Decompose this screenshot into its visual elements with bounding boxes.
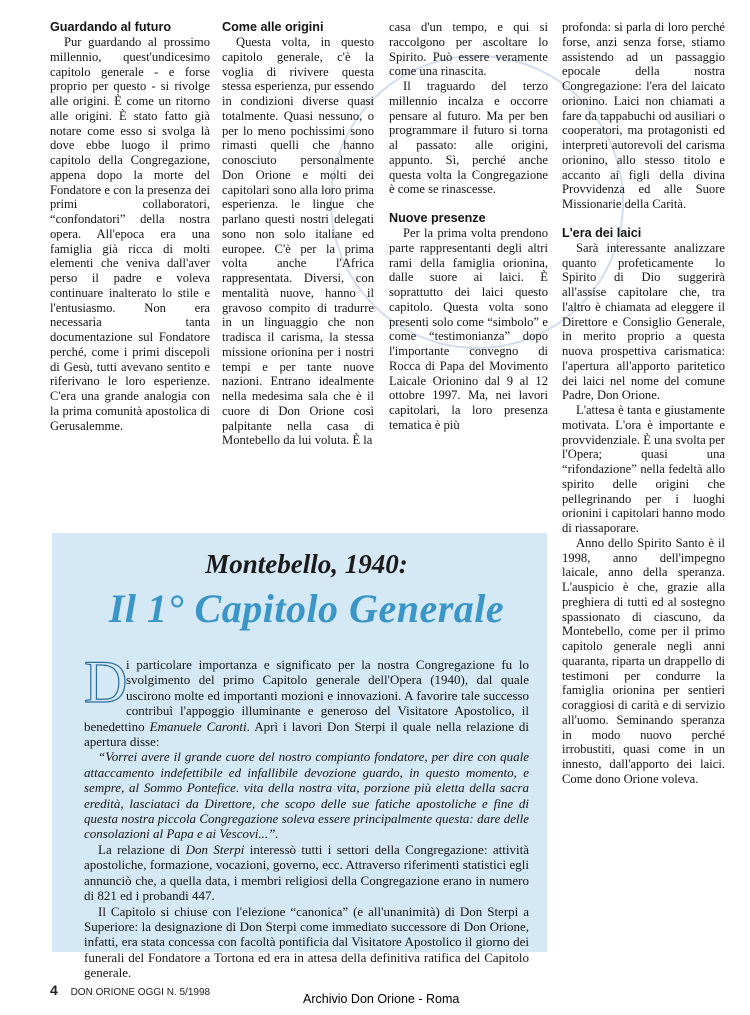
person-name: Emanuele Caronti bbox=[149, 718, 247, 734]
drop-cap: D bbox=[84, 649, 128, 715]
person-name: Don Sterpi bbox=[185, 841, 245, 857]
box-paragraph: Il Capitolo si chiuse con l'elezione “canonica” (e all'unanimità) di Don Sterpi a Superiore: la designazione di Don Sterpi come immediato successore di Don Orione, infatti, era stata concessa con facoltà pontificia dal Visitatore Apostolico il giorno dei funerali del Fondatore a Tortona ed era in attesa della definitiva ratifica del Capitolo generale. bbox=[84, 903, 529, 981]
body-paragraph: Sarà interessante analizzare quanto profeticamente lo Spirito di Dio suggerirà all'assise capitolare che, tra l'altro è chiamata ad eleggere il Direttore e Consiglio Generale, in merito proprio a questa nuova prospettiva carismatica: l'apertura all'apporto paritetico dei laici nel nome del comune Padre, Don Orione. bbox=[562, 240, 725, 403]
body-paragraph: L'attesa è tanta e giustamente motivata. L'ora è importante e provvidenziale. È una svolta per l'Opera; quasi una “rifondazione” nella fedeltà allo spirito delle origini che pellegrinando per i luoghi orionini i capitolari hanno modo di riassaporare. bbox=[562, 403, 725, 535]
section-heading: L'era dei laici bbox=[562, 225, 642, 240]
box-title: Il 1° Capitolo Generale bbox=[108, 586, 505, 631]
box-paragraph: D i particolare importanza e significato per la nostra Congregazione fu lo svolgimento del primo Capitolo generale dell'Opera (1940), dal quale uscirono molte ed importanti mozioni e innovazioni. A favorire tale successo contribuì l'appoggio illuminante e generoso del Visitatore Apostolico, il benedettino Emanuele Caronti. Aprì i lavori Don Sterpi il quale nella relazione di apertura disse: bbox=[84, 649, 529, 750]
box-quote: “Vorrei avere il grande cuore del nostro compianto fondatore, per dire con quale attaccamento indefettibile ed infallibile devozione guardo, in questo momento, e sempre, al Sommo Pontefice. vita della nostra vita, porzione più eletta della sacra eredità, lasciataci da Direttore, che scopo delle sue fatiche apostoliche e fine di questa nostra piccola Congregazione soleva essere principalmente questa: dare delle consolazioni al Papa e ai Vescovi...”. bbox=[84, 749, 529, 842]
box-body bbox=[84, 649, 529, 981]
section-heading: Come alle origini bbox=[222, 20, 324, 34]
column-2 bbox=[222, 20, 374, 448]
section-heading: Nuove presenze bbox=[389, 211, 486, 225]
body-paragraph: Il traguardo del terzo millennio incalza e occorre pensare al futuro. Ma per ben programmare il futuro si torna al passato: alle origini, appunto. Sì, perché anche questa volta la Congregazione è come se rinascesse. bbox=[389, 79, 548, 197]
column-4 bbox=[562, 20, 725, 975]
archive-credit: Archivio Don Orione - Roma bbox=[303, 992, 460, 1006]
box-kicker: Montebello, 1940: bbox=[205, 549, 408, 579]
box-paragraph: La relazione di Don Sterpi interessò tutti i settori della Congregazione: attività apostoliche, formazione, vocazioni, governo, ecc. Attraverso riferimenti statistici egli annunciò che, a quella data, i membri religiosi della Congregazione erano in numero di 821 ed i probandi 447. bbox=[84, 841, 529, 904]
body-paragraph: profonda: si parla di loro perché forse, anzi senza forse, stiamo assistendo ad un passaggio epocale della nostra Congregazione: l'era del laicato orionino. Laici non chiamati a fare da tappabuchi od ausiliari o cooperatori, ma protagonisti ed interpreti autorevoli del carisma orionino, allo stesso titolo e accanto ai figli della divina Provvidenza ed alle Suore Missionarie della Carità. bbox=[562, 20, 725, 211]
page-number: 4 bbox=[50, 982, 58, 998]
body-paragraph: Questa volta, in questo capitolo generale, c'è la voglia di rivivere questa stessa esperienza, pur essendo in condizioni diverse quasi totalmente. Quasi nessuno, o per lo meno pochissimi sono rimasti quelli che hanno conosciuto personalmente Don Orione e molti dei capitolari sono alla loro prima esperienza. le lingue che parlano questi nostri delegati sono non solo italiane ed europee. C'è per la prima volta anche l'Africa rappresentata. Diversi, con mentalità nuove, hanno il gravoso compito di tradurre in un linguaggio che non tradisca il carisma, la stessa missione orionina per i nostri tempi e per tante nuove nazioni. Entrano idealmente nella medesima sala che è il cuore di Don Orione così palpitante nella casa di Montebello da lui voluta. È la bbox=[222, 35, 374, 448]
column-1 bbox=[50, 20, 210, 433]
publication-name: DON ORIONE OGGI N. 5/1998 bbox=[70, 987, 211, 998]
page-footer bbox=[50, 982, 210, 998]
sidebar-box bbox=[52, 533, 547, 981]
body-paragraph: Pur guardando al prossimo millennio, quest'undicesimo capitolo generale - e forse proprio per questo - si rivolge alle origini. È come un ritorno alle origini. È stato fatto già notare come esso si svolga là dove ebbe luogo il primo capitolo della Congregazione, appena dopo la morte del Fondatore e con la presenza dei primi collaboratori, “confondatori” della nostra opera. All'epoca era una famiglia già ricca di molti elementi che veniva dall'aver perso il padre e voleva continuare inalterato lo stile e l'entusiasmo. Non era necessaria tanta documentazione sul Fondatore perché, come i primi discepoli di Gesù, tutti avevano sentito e riferivano le loro esperienze. C'era una grande analogia con la prima comunità apostolica di Gerusalemme. bbox=[50, 35, 210, 433]
column-3 bbox=[389, 20, 548, 433]
body-paragraph: casa d'un tempo, e qui si raccolgono per ascoltare lo Spirito. Può essere veramente come una rinascita. bbox=[389, 20, 548, 79]
body-paragraph: Per la prima volta prendono parte rappresentanti degli altri rami della famiglia orionina, dalle suore ai laici. È soprattutto dei laici questo capitolo. Questa volta sono presenti solo come “simbolo” e come “testimonianza” dopo l'importante convegno di Rocca di Papa del Movimento Laicale Orionino dal 9 al 12 ottobre 1997. Ma, nei lavori capitolari, la loro presenza tematica è più bbox=[389, 226, 548, 432]
body-paragraph: Anno dello Spirito Santo è il 1998, anno dell'impegno laicale, anno della speranza. L'auspicio è che, grazie alla preghiera di tutti ed al sostegno spassionato di ciascuno, da Montebello, come per il primo capitolo generale negli anni quaranta, riparta un drappello di testimoni per condurre la famiglia orionina per sentieri coraggiosi di carità e di servizio all'uomo. Seminando speranza in modo nuovo perché irrobustiti, quasi come in un innesto, dall'apporto dei laici. Come dono Orione voleva. bbox=[562, 535, 725, 786]
section-heading: Guardando al futuro bbox=[50, 20, 172, 34]
